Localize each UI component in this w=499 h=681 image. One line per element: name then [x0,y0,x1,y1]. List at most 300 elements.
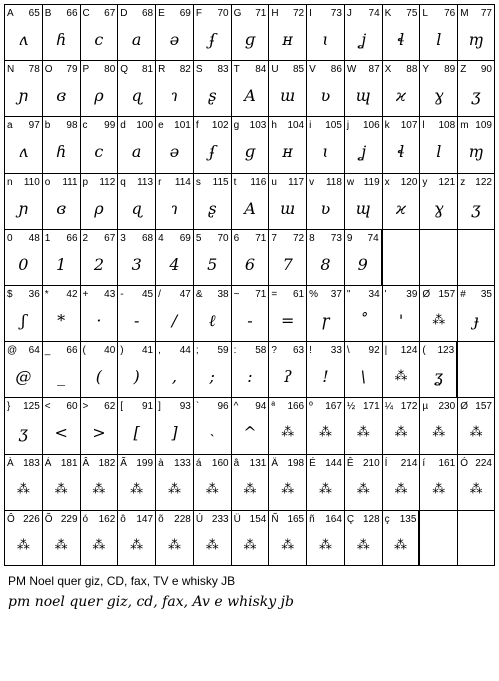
glyph-char-label: Á [44,457,52,469]
glyph-sample: ˴ [209,423,215,443]
glyph-cell [80,341,118,397]
glyph-code: 167 [325,401,342,413]
glyph-cell [117,116,155,172]
glyph-sample: : [247,367,253,387]
glyph-char-label: g [233,120,240,132]
glyph-code: 45 [141,288,154,300]
glyph-char-label: R [158,64,166,76]
glyph-char-label: Y [422,64,430,76]
glyph-char-label: E [158,8,165,19]
glyph-code: 39 [406,288,418,300]
missing-glyph-icon: ⁂ [469,481,483,497]
glyph-char-label: m [460,120,469,132]
glyph-cell [42,4,80,60]
glyph-code: 144 [325,457,342,469]
glyph-cell [117,341,155,397]
missing-glyph-icon: ⁂ [167,537,181,553]
glyph-code: 123 [437,345,455,357]
glyph-char-label: í [422,457,426,469]
glyph-cell [42,60,80,116]
glyph-cell [306,173,344,229]
glyph-char-label: n [7,176,13,188]
glyph-char-label: G [233,8,242,19]
glyph-sample: ɋ [131,198,142,218]
glyph-sample: 3 [131,254,142,274]
glyph-char-label: < [44,401,51,413]
glyph-sample: 8 [320,254,331,274]
glyph-code: 48 [28,232,40,244]
glyph-char-label: t [233,176,237,188]
glyph-code: 88 [406,64,418,76]
glyph-char-label: ª [271,401,276,413]
glyph-cell [155,454,193,510]
missing-glyph-icon: ⁂ [92,481,106,497]
missing-glyph-icon: ⁂ [281,425,295,441]
glyph-code: 229 [60,513,78,525]
glyph-code: 74 [368,8,380,19]
glyph-code: 114 [174,176,191,188]
glyph-cell [155,116,193,172]
glyph-code: 110 [23,176,40,188]
glyph-cell [268,116,306,172]
glyph-sample: l [436,30,442,49]
glyph-sample: ʄ [209,30,216,49]
glyph-cell [419,173,457,229]
glyph-sample: ɯ [280,86,296,106]
glyph-sample: ɲ [18,198,29,218]
glyph-cell [80,116,118,172]
glyph-sample: ʜ [282,30,294,49]
glyph-char-label: ^ [233,401,239,413]
glyph-sample: 7 [282,254,293,274]
glyph-sample: ʔ [283,367,293,387]
glyph-cell [193,229,231,285]
glyph-cell [344,285,382,341]
glyph-code: 103 [249,120,267,132]
glyph-cell [155,397,193,453]
glyph-sample: ɣ [434,86,444,106]
glyph-cell [344,454,382,510]
missing-glyph-icon: ⁂ [432,312,446,328]
glyph-code: 112 [99,176,116,188]
glyph-cell [4,397,42,453]
glyph-char-label: H [271,8,279,19]
glyph-cell [193,454,231,510]
glyph-cell [382,510,420,566]
glyph-sample: ɰ [355,86,371,106]
glyph-sample: ɰ [355,198,371,218]
glyph-char-label: ( [422,345,426,357]
glyph-char-label: Ä [271,457,279,469]
glyph-code: 64 [28,345,40,357]
glyph-sample: ʓ [433,367,443,387]
glyph-code: 113 [137,176,154,188]
glyph-cell [117,454,155,510]
glyph-cell [117,397,155,453]
glyph-code: 69 [179,232,191,244]
glyph-cell [268,173,306,229]
glyph-sample: · [96,310,102,330]
glyph-code: 133 [174,457,191,469]
glyph-char-label: Ú [195,513,204,525]
glyph-cell [117,4,155,60]
glyph-code: 116 [250,176,267,188]
glyph-cell [4,341,42,397]
glyph-char-label: / [158,288,161,300]
glyph-char-label: É [309,457,316,469]
glyph-cell [419,60,457,116]
glyph-sample: ʒ [471,198,481,218]
glyph-code: 85 [293,64,305,76]
glyph-char-label: ; [195,345,199,357]
glyph-code: 77 [480,8,492,19]
glyph-cell [382,60,420,116]
glyph-cell [117,285,155,341]
glyph-cell [457,454,495,510]
glyph-code: 109 [475,120,492,132]
glyph-char-label: M [460,8,469,19]
glyph-code: 66 [66,232,78,244]
glyph-code: 63 [293,345,305,357]
glyph-code: 71 [255,232,267,244]
glyph-code: 81 [141,64,154,76]
glyph-cell [457,229,495,285]
glyph-char-label: Ó [460,457,468,469]
glyph-sample: ʌ [18,30,28,49]
glyph-code: 73 [330,232,342,244]
glyph-sample: a [131,30,142,49]
glyph-sample: ɿ [170,198,179,218]
glyph-code: 41 [141,345,154,357]
glyph-sample: 6 [244,254,256,274]
glyph-code: 106 [362,120,380,132]
glyph-char-label: " [346,288,351,300]
glyph-cell [268,285,306,341]
glyph-cell [42,397,80,453]
missing-glyph-icon: ⁂ [130,481,144,497]
glyph-sample: ρ [94,198,104,218]
glyph-char-label: | [384,345,388,357]
glyph-cell [457,4,495,60]
glyph-cell [80,510,118,566]
glyph-code: 131 [249,457,267,469]
glyph-cell [382,397,420,453]
glyph-code: 92 [368,345,380,357]
glyph-code: 84 [255,64,267,76]
glyph-char-label: ` [195,401,200,413]
glyph-cell [80,285,118,341]
glyph-sample: ɞ [56,198,67,218]
glyph-char-label: õ [158,513,164,525]
glyph-code: 230 [438,401,456,413]
glyph-char-label: _ [44,345,51,357]
glyph-code: 47 [179,288,191,300]
glyph-char-label: Ã [120,457,127,469]
glyph-cell [231,341,269,397]
glyph-cell [4,229,42,285]
glyph-code: 82 [179,64,191,76]
glyph-char-label: Ñ [271,513,279,525]
glyph-char-label: 0 [7,232,13,244]
glyph-char-label: C [82,8,90,19]
glyph-char-label: = [271,288,278,300]
glyph-char-label: 9 [346,232,353,244]
glyph-char-label: 8 [309,232,315,244]
glyph-code: 71 [255,8,267,19]
glyph-cell [457,173,495,229]
glyph-sample: ʝ [360,30,367,49]
glyph-cell [268,4,306,60]
glyph-cell [457,285,495,341]
glyph-cell [419,229,457,285]
glyph-cell [231,397,269,453]
glyph-code: 68 [141,8,154,19]
glyph-code: 67 [104,232,116,244]
glyph-sample: ʂ [208,198,217,218]
glyph-char-label: D [120,8,128,19]
glyph-cell [80,454,118,510]
missing-glyph-icon: ⁂ [54,537,68,553]
glyph-code: 80 [104,64,116,76]
glyph-char-label: Õ [44,513,53,525]
glyph-code: 36 [28,288,40,300]
glyph-char-label: Â [82,457,90,469]
glyph-code: 210 [362,457,380,469]
glyph-cell [117,173,155,229]
glyph-cell [155,229,193,285]
glyph-cell [4,173,42,229]
glyph-code: 60 [66,401,78,413]
glyph-sample: ɟ [473,310,479,330]
glyph-cell [457,116,495,172]
glyph-cell [193,4,231,60]
glyph-char-label: - [120,288,124,300]
glyph-char-label: A [7,8,14,19]
glyph-sample: ϰ [396,198,407,218]
glyph-code: 96 [217,401,229,413]
glyph-code: 38 [217,288,229,300]
glyph-char-label: W [346,64,357,76]
glyph-sample: ɡ [244,30,256,49]
missing-glyph-icon: ⁂ [356,481,370,497]
glyph-cell [231,4,269,60]
glyph-cell [382,173,420,229]
glyph-sample: A [244,198,256,218]
glyph-sample: ɦ [55,142,67,162]
glyph-code: 44 [179,345,191,357]
missing-glyph-icon: ⁂ [16,537,30,553]
glyph-cell [193,116,231,172]
glyph-cell [457,341,495,397]
glyph-cell [193,285,231,341]
glyph-code: 61 [293,288,305,300]
glyph-char-label: Ê [346,457,354,469]
glyph-cell [419,4,457,60]
glyph-cell [193,60,231,116]
glyph-char-label: Z [460,64,467,76]
glyph-code: 160 [211,457,229,469]
glyph-code: 117 [288,176,305,188]
glyph-code: 181 [60,457,78,469]
glyph-char-label: K [384,8,392,19]
glyph-cell [268,510,306,566]
glyph-code: 33 [330,345,342,357]
glyph-sample: \ [360,367,366,387]
missing-glyph-icon: ⁂ [319,425,332,441]
glyph-char-label: O [44,64,53,76]
glyph-cell [193,397,231,453]
glyph-cell [231,454,269,510]
glyph-cell [117,229,155,285]
glyph-char-label: L [422,8,428,19]
glyph-cell [4,285,42,341]
glyph-char-label: ? [271,345,277,357]
glyph-cell [42,454,80,510]
glyph-cell [419,510,457,566]
glyph-cell [155,510,193,566]
glyph-code: 94 [255,401,267,413]
glyph-code: 76 [444,8,456,19]
missing-glyph-icon: ⁂ [205,481,219,497]
glyph-sample: ʃ [21,310,26,330]
glyph-cell [268,60,306,116]
missing-glyph-icon: ⁂ [469,425,483,441]
glyph-char-label: q [120,176,126,188]
missing-glyph-icon: ⁂ [16,481,30,497]
glyph-sample: ! [322,367,329,387]
glyph-char-label: @ [7,345,18,357]
glyph-sample: ɣ [434,198,444,218]
glyph-sample: ʂ [208,86,217,106]
glyph-code: 71 [255,288,267,300]
glyph-sample: l [436,142,442,162]
glyph-code: 97 [28,120,40,132]
glyph-char-label: 1 [44,232,51,244]
glyph-code: 161 [438,457,456,469]
glyph-code: 93 [179,401,191,413]
glyph-sample: ρ [94,86,104,106]
glyph-cell [80,4,118,60]
glyph-char-label: [ [120,401,124,413]
glyph-code: 198 [287,457,305,469]
glyph-char-label: ½ [346,401,356,413]
glyph-code: 105 [325,120,342,132]
glyph-code: 101 [174,120,191,132]
glyph-cell [344,116,382,172]
missing-glyph-icon: ⁂ [167,481,181,497]
glyph-code: 118 [325,176,342,188]
missing-glyph-icon: ⁂ [319,481,332,497]
glyph-sample: A [244,86,256,106]
glyph-code: 121 [438,176,456,188]
glyph-char-label: á [195,457,202,469]
glyph-sample: ə [169,30,180,49]
glyph-cell [193,510,231,566]
glyph-char-label: S [195,64,203,76]
glyph-char-label: À [7,457,14,469]
glyph-sample: ; [209,367,215,387]
glyph-sample: ə [169,142,180,162]
glyph-code: 224 [475,457,492,469]
glyph-cell [231,285,269,341]
glyph-cell [42,341,80,397]
glyph-sample: - [247,310,253,330]
glyph-sample: 2 [93,254,104,274]
glyph-sample: ɦ [55,30,67,49]
glyph-code: 89 [444,64,456,76]
glyph-char-label: ( [82,345,86,357]
missing-glyph-icon: ⁂ [281,537,295,553]
glyph-code: 172 [400,401,418,413]
glyph-code: 166 [287,401,305,413]
glyph-code: 102 [211,120,229,132]
glyph-char-label: * [44,288,49,300]
glyph-char-label: º [309,401,313,413]
glyph-sample: ^ [243,423,257,443]
glyph-cell [4,510,42,566]
glyph-char-label: ! [309,345,312,357]
glyph-cell [42,510,80,566]
glyph-sample: ɋ [131,86,142,106]
glyph-sample: ɼ [321,310,330,330]
glyph-code: 62 [104,401,116,413]
glyph-char-label: & [195,288,203,300]
glyph-sample: @ [15,367,32,387]
missing-glyph-icon: ⁂ [243,537,257,553]
glyph-char-label: X [384,64,392,76]
glyph-cell [117,510,155,566]
glyph-cell [344,397,382,453]
glyph-char-label: U [271,64,279,76]
glyph-code: 124 [400,345,418,357]
glyph-cell [457,60,495,116]
glyph-sample: ɯ [280,198,296,218]
sample-pangram-text: PM Noel quer giz, CD, fax, TV e whisky JB [8,574,236,588]
glyph-code: 37 [330,288,342,300]
glyph-code: 128 [362,513,380,525]
glyph-sample: c [94,142,104,162]
glyph-cell [382,4,420,60]
glyph-sample: ɲ [18,86,29,106]
glyph-char-label: 6 [233,232,240,244]
glyph-sample: ɩ [322,30,329,49]
glyph-char-label: Q [120,64,129,76]
glyph-cell [80,173,118,229]
missing-glyph-icon: ⁂ [394,369,408,385]
glyph-sample: ɡ [244,142,256,162]
glyph-code: 157 [475,401,492,413]
glyph-cell [306,229,344,285]
glyph-char-label: ~ [233,288,240,300]
glyph-cell [382,454,420,510]
glyph-char-label: N [7,64,15,76]
glyph-char-label: d [120,120,126,132]
glyph-sample: ( [95,367,103,387]
glyph-cell [80,397,118,453]
glyph-char-label: â [233,457,240,469]
glyph-cell [419,397,457,453]
glyph-code: 228 [174,513,191,525]
glyph-char-label: Í [384,457,388,469]
glyph-cell [306,60,344,116]
glyph-code: 68 [141,232,154,244]
glyph-sample: ℓ [208,310,216,330]
glyph-code: 86 [330,64,342,76]
missing-glyph-icon: ⁂ [205,537,219,553]
glyph-code: 72 [293,8,305,19]
glyph-sample: ɩ [322,142,329,162]
glyph-char-label: V [309,64,316,76]
